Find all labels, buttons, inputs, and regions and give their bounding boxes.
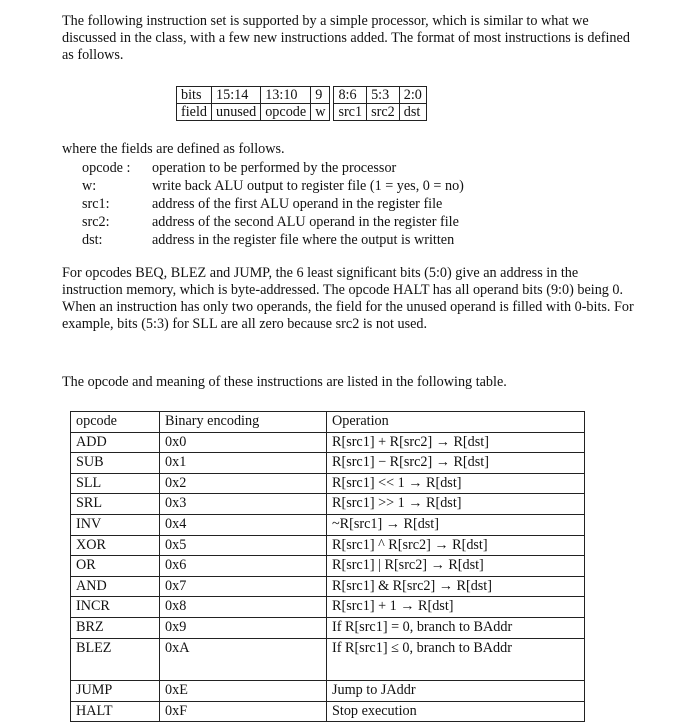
table-row <box>71 556 585 577</box>
format-fields-row <box>177 104 427 121</box>
encoding-cell: 0xE <box>160 681 327 702</box>
format-cell: 13:10 <box>261 87 311 104</box>
definition-desc: operation to be performed by the processor <box>152 160 397 176</box>
opcode-cell: AND <box>71 576 160 597</box>
table-header-row <box>71 412 585 433</box>
intro-paragraph: The following instruction set is supported by a simple processor, which is similar to what we discussed in the class, with a few new instructions added. The format of most instructions is defined as follows. <box>62 13 630 63</box>
encoding-cell: 0x9 <box>160 617 327 638</box>
definition-row <box>82 213 464 231</box>
definition-row <box>82 159 464 177</box>
opcode-cell: OR <box>71 556 160 577</box>
definition-key: src2: <box>82 214 110 230</box>
format-cell: 2:0 <box>399 87 426 104</box>
encoding-cell: 0x0 <box>160 432 327 453</box>
opcodes-paragraph: For opcodes BEQ, BLEZ and JUMP, the 6 least significant bits (5:0) give an address in the instruction memory, which is byte-addressed. The opcode HALT has all operand bits (9:0) being 0. When an instruction has only two operands, the field for the unused operand is filled with 0-bits. For example, bits (5:3) for SLL are all zero because src2 is not used. <box>62 265 634 332</box>
definition-desc: write back ALU output to register file (1 = yes, 0 = no) <box>152 178 464 194</box>
table-row <box>71 473 585 494</box>
format-cell: field <box>177 104 212 121</box>
operation-cell: R[src1] << 1 → R[dst] <box>327 473 585 494</box>
opcode-cell: INV <box>71 514 160 535</box>
opcode-cell: SLL <box>71 473 160 494</box>
encoding-cell: 0x2 <box>160 473 327 494</box>
table-row <box>71 576 585 597</box>
encoding-cell: 0x5 <box>160 535 327 556</box>
encoding-cell: 0x6 <box>160 556 327 577</box>
opcode-cell: JUMP <box>71 681 160 702</box>
format-cell: w <box>311 104 330 121</box>
table-row <box>71 514 585 535</box>
operation-cell: R[src1] ^ R[src2] → R[dst] <box>327 535 585 556</box>
opcode-cell: SRL <box>71 494 160 515</box>
opcode-cell: HALT <box>71 701 160 722</box>
table-row <box>71 494 585 515</box>
definition-key: opcode : <box>82 160 131 176</box>
opcode-cell: INCR <box>71 597 160 618</box>
operation-cell: ~R[src1] → R[dst] <box>327 514 585 535</box>
operation-cell <box>327 658 585 681</box>
table-row <box>71 638 585 658</box>
table-row <box>71 701 585 722</box>
table-row <box>71 535 585 556</box>
table-intro: The opcode and meaning of these instructions are listed in the following table. <box>62 374 507 390</box>
definition-key: dst: <box>82 232 103 248</box>
opcode-cell: BLEZ <box>71 638 160 658</box>
definition-desc: address of the second ALU operand in the register file <box>152 214 459 230</box>
definition-row <box>82 177 464 195</box>
opcode-cell <box>71 658 160 681</box>
format-cell: dst <box>399 104 426 121</box>
operation-cell: Jump to JAddr <box>327 681 585 702</box>
definition-desc: address of the first ALU operand in the register file <box>152 196 443 212</box>
opcode-cell: SUB <box>71 453 160 474</box>
table-row <box>71 681 585 702</box>
encoding-cell: 0x7 <box>160 576 327 597</box>
opcode-cell: XOR <box>71 535 160 556</box>
format-cell: src2 <box>367 104 400 121</box>
operation-cell: R[src1] + 1 → R[dst] <box>327 597 585 618</box>
table-row-blank <box>71 658 585 681</box>
format-bits-row <box>177 87 427 104</box>
encoding-cell: 0xA <box>160 638 327 658</box>
format-cell: bits <box>177 87 212 104</box>
format-cell: 15:14 <box>212 87 261 104</box>
definition-key: w: <box>82 178 97 194</box>
table-row <box>71 617 585 638</box>
operation-cell: R[src1] | R[src2] → R[dst] <box>327 556 585 577</box>
header-opcode: opcode <box>71 412 160 433</box>
encoding-cell: 0x1 <box>160 453 327 474</box>
encoding-cell: 0x4 <box>160 514 327 535</box>
format-cell: unused <box>212 104 261 121</box>
operation-cell: Stop execution <box>327 701 585 722</box>
format-cell: opcode <box>261 104 311 121</box>
operation-cell: R[src1] − R[src2] → R[dst] <box>327 453 585 474</box>
header-encoding: Binary encoding <box>160 412 327 433</box>
format-cell: src1 <box>334 104 367 121</box>
operation-cell: R[src1] & R[src2] → R[dst] <box>327 576 585 597</box>
encoding-cell: 0x8 <box>160 597 327 618</box>
operation-cell: If R[src1] = 0, branch to BAddr <box>327 617 585 638</box>
format-cell: 5:3 <box>367 87 400 104</box>
table-row <box>71 453 585 474</box>
opcode-table <box>70 411 585 722</box>
operation-cell: R[src1] + R[src2] → R[dst] <box>327 432 585 453</box>
format-cell: 8:6 <box>334 87 367 104</box>
opcode-cell: BRZ <box>71 617 160 638</box>
field-definitions <box>82 159 464 249</box>
operation-cell: R[src1] >> 1 → R[dst] <box>327 494 585 515</box>
instruction-format-table <box>176 86 427 121</box>
encoding-cell: 0x3 <box>160 494 327 515</box>
definition-row <box>82 195 464 213</box>
definition-desc: address in the register file where the output is written <box>152 232 455 248</box>
where-text: where the fields are defined as follows. <box>62 141 285 157</box>
format-cell: 9 <box>311 87 330 104</box>
operation-cell: If R[src1] ≤ 0, branch to BAddr <box>327 638 585 658</box>
encoding-cell <box>160 658 327 681</box>
table-row <box>71 432 585 453</box>
definition-key: src1: <box>82 196 110 212</box>
opcode-cell: ADD <box>71 432 160 453</box>
definition-row <box>82 231 464 249</box>
encoding-cell: 0xF <box>160 701 327 722</box>
header-operation: Operation <box>327 412 585 433</box>
table-row <box>71 597 585 618</box>
